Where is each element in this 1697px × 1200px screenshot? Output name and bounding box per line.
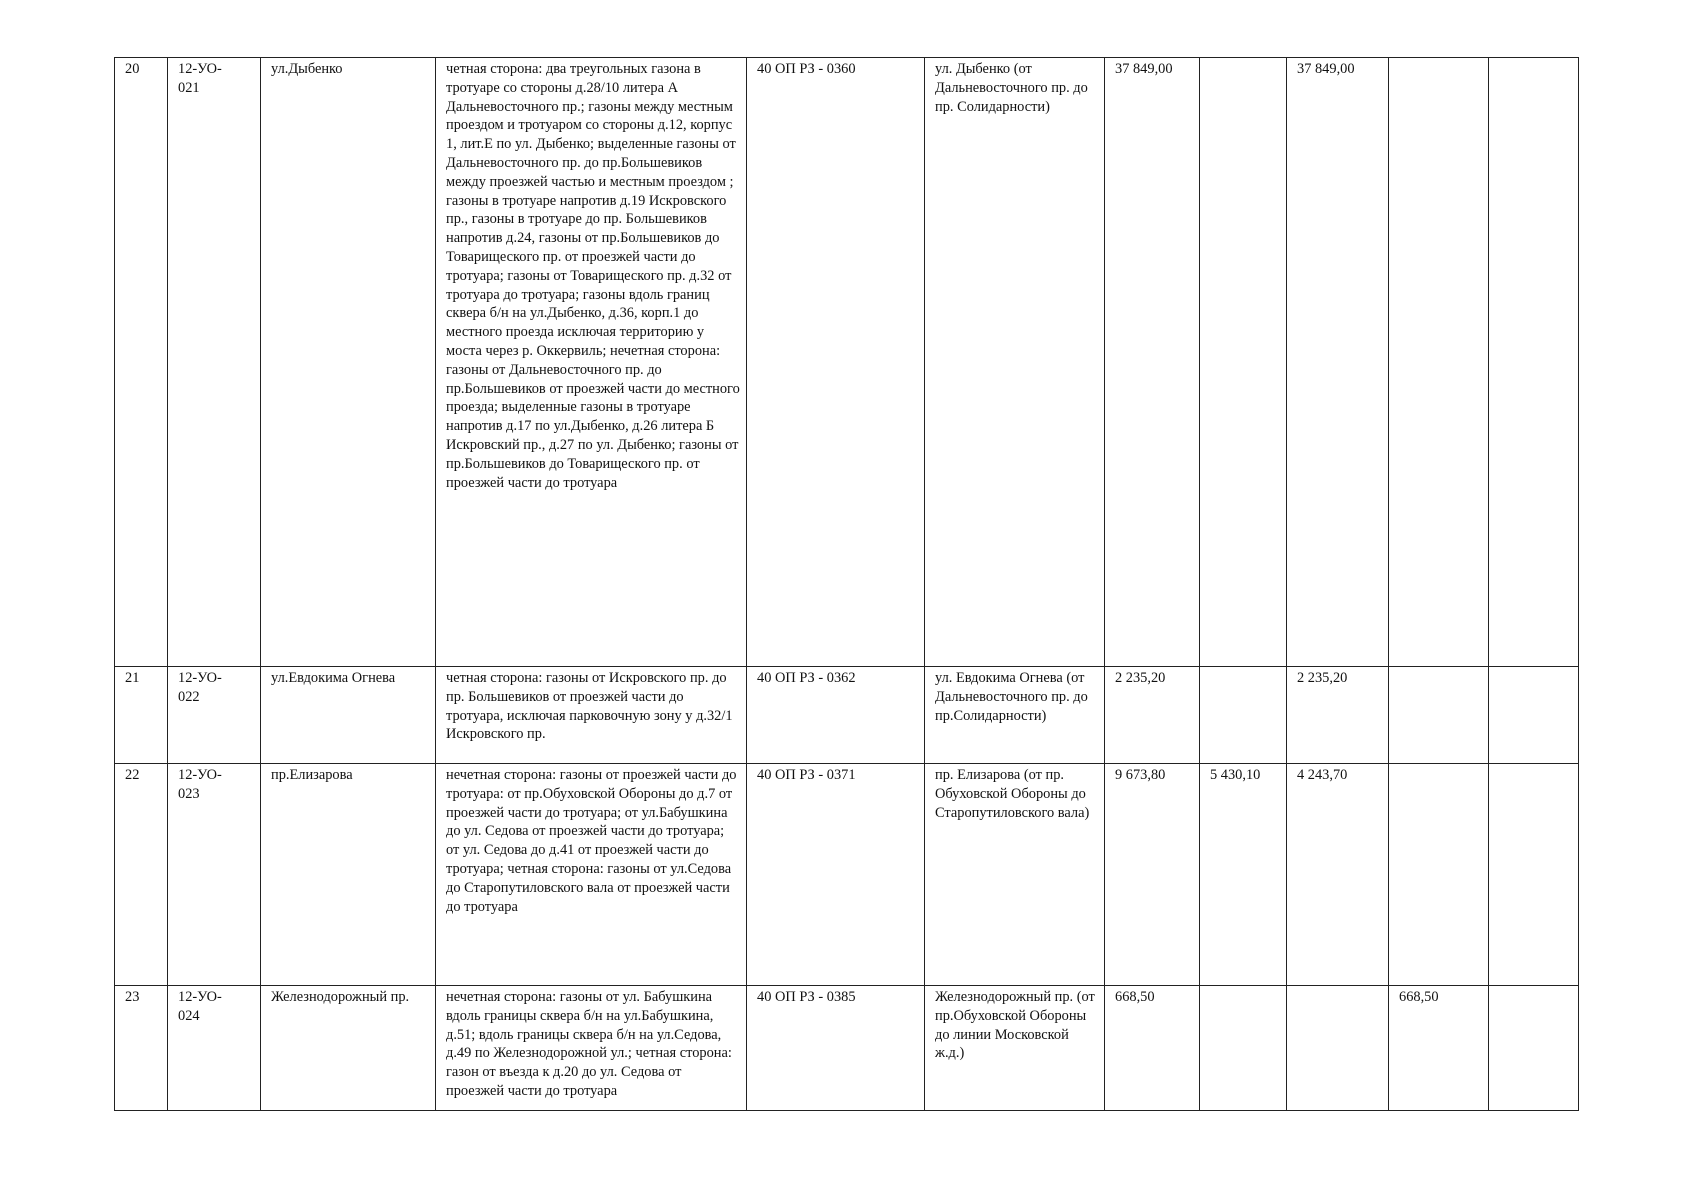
area-col-11 xyxy=(1489,58,1579,667)
area-col-10 xyxy=(1389,667,1489,764)
table-row xyxy=(115,667,1579,764)
area-col-9 xyxy=(1287,986,1389,1111)
street-name: пр.Елизарова xyxy=(261,764,436,986)
road-id: 40 ОП РЗ - 0360 xyxy=(747,58,925,667)
road-id: 40 ОП РЗ - 0371 xyxy=(747,764,925,986)
road-name: пр. Елизарова (от пр. Обуховской Обороны до Старопутиловского вала) xyxy=(925,764,1105,986)
area-col-9: 4 243,70 xyxy=(1287,764,1389,986)
area-col-11 xyxy=(1489,986,1579,1111)
area-col-9: 2 235,20 xyxy=(1287,667,1389,764)
area-col-8: 5 430,10 xyxy=(1200,764,1287,986)
table-row xyxy=(115,986,1579,1111)
object-code: 12-УО- 021 xyxy=(168,58,261,667)
street-name: ул.Дыбенко xyxy=(261,58,436,667)
area-col-10 xyxy=(1389,58,1489,667)
road-id: 40 ОП РЗ - 0362 xyxy=(747,667,925,764)
total-area: 2 235,20 xyxy=(1105,667,1200,764)
area-description: четная сторона: два треугольных газона в тротуаре со стороны д.28/10 литера А Дальневосточного пр.; газоны между местным проездом и тротуаром со стороны д.12, корпус 1, лит.Е по ул. Дыбенко; выделенные газоны от Дальневосточного пр. до пр.Большевиков между проезжей частью и местным проездом ; газоны в тротуаре напротив д.19 Искровского пр., газоны в тротуаре до пр. Большевиков напротив д.24, газоны от пр.Большевиков до Товарищеского пр. от проезжей части до тротуара; газоны от Товарищеского пр. д.32 от тротуара до тротуара; газоны вдоль границ сквера б/н на ул.Дыбенко, д.36, корп.1 до местного проезда исключая территорию у моста через р. Оккервиль; нечетная сторона: газоны от Дальневосточного пр. до пр.Большевиков от проезжей части до местного проезда; выделенные газоны в тротуаре напротив д.17 по ул.Дыбенко, д.26 литера Б Искровский пр., д.27 по ул. Дыбенко; газоны от пр.Большевиков до Товарищеского пр. от проезжей части до тротуара xyxy=(436,58,747,667)
area-col-9: 37 849,00 xyxy=(1287,58,1389,667)
road-name: ул. Дыбенко (от Дальневосточного пр. до пр. Солидарности) xyxy=(925,58,1105,667)
area-col-8 xyxy=(1200,986,1287,1111)
road-name: ул. Евдокима Огнева (от Дальневосточного пр. до пр.Солидарности) xyxy=(925,667,1105,764)
object-code: 12-УО- 022 xyxy=(168,667,261,764)
area-col-8 xyxy=(1200,667,1287,764)
area-col-11 xyxy=(1489,764,1579,986)
object-code: 12-УО- 024 xyxy=(168,986,261,1111)
street-name: Железнодорожный пр. xyxy=(261,986,436,1111)
data-table xyxy=(114,57,1579,1111)
total-area: 668,50 xyxy=(1105,986,1200,1111)
area-description: четная сторона: газоны от Искровского пр. до пр. Большевиков от проезжей части до тротуара, исключая парковочную зону у д.32/1 Искровского пр. xyxy=(436,667,747,764)
area-description: нечетная сторона: газоны от проезжей части до тротуара: от пр.Обуховской Обороны до д.7 от проезжей части до тротуара; от ул.Бабушкина до ул. Седова от проезжей части до тротуара; от ул. Седова до д.41 от проезжей части до тротуара; четная сторона: газоны от ул.Седова до Старопутиловского вала от проезжей части до тротуара xyxy=(436,764,747,986)
table-row xyxy=(115,764,1579,986)
total-area: 9 673,80 xyxy=(1105,764,1200,986)
row-number: 20 xyxy=(115,58,168,667)
total-area: 37 849,00 xyxy=(1105,58,1200,667)
area-col-10: 668,50 xyxy=(1389,986,1489,1111)
road-name: Железнодорожный пр. (от пр.Обуховской Обороны до линии Московской ж.д.) xyxy=(925,986,1105,1111)
area-col-8 xyxy=(1200,58,1287,667)
row-number: 22 xyxy=(115,764,168,986)
road-id: 40 ОП РЗ - 0385 xyxy=(747,986,925,1111)
area-col-10 xyxy=(1389,764,1489,986)
object-code: 12-УО- 023 xyxy=(168,764,261,986)
row-number: 23 xyxy=(115,986,168,1111)
street-name: ул.Евдокима Огнева xyxy=(261,667,436,764)
area-col-11 xyxy=(1489,667,1579,764)
area-description: нечетная сторона: газоны от ул. Бабушкина вдоль границы сквера б/н на ул.Бабушкина, д.51; вдоль границы сквера б/н на ул.Седова, д.49 по Железнодорожной ул.; четная сторона: газон от въезда к д.20 до ул. Седова от проезжей части до тротуара xyxy=(436,986,747,1111)
row-number: 21 xyxy=(115,667,168,764)
table-row xyxy=(115,58,1579,667)
